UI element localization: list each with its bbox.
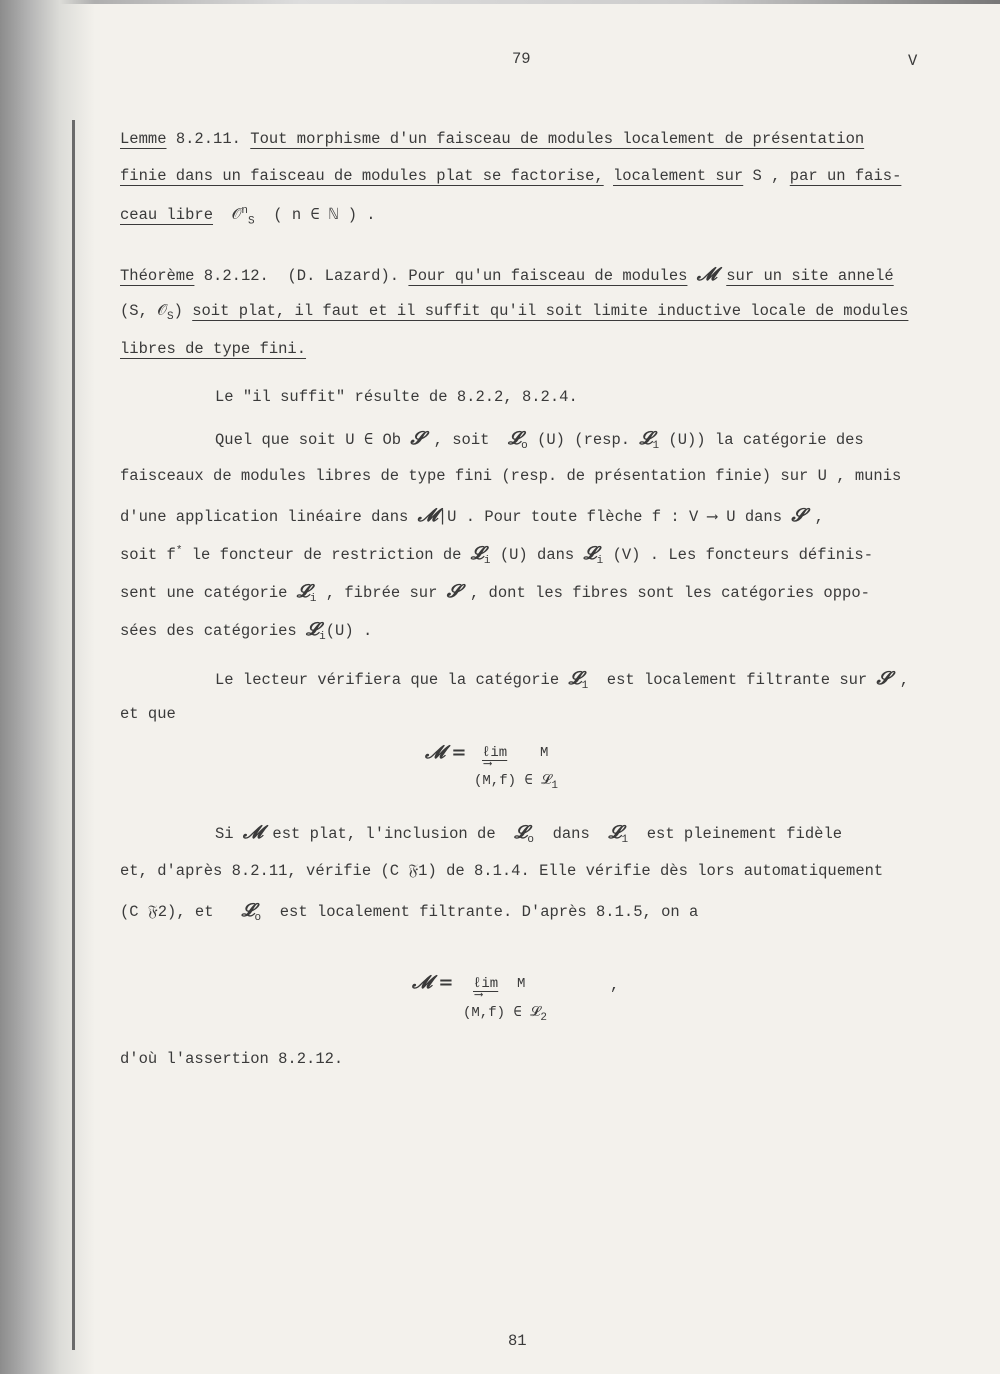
subscript-o: o [527, 834, 534, 847]
paragraph-3-line-2: et que [120, 705, 176, 723]
p2-text: , soit [433, 431, 490, 449]
p4-text: dans [552, 825, 590, 843]
theorem-text-3: libres de type fini. [120, 340, 307, 358]
theorem-line-2: (S, 𝒪$_S$) soit plat, il faut et il suffit qu'il soit limite inductive locale de modules [120, 302, 909, 324]
lemma-number: 8.2.11. [175, 130, 241, 148]
theorem-attribution: (D. Lazard). [287, 267, 400, 285]
subscript-i: i [596, 555, 604, 568]
subscript-i: i [309, 593, 317, 606]
p2-text: sent une catégorie [120, 584, 288, 602]
p3-text: est localement filtrante sur [606, 671, 868, 689]
paragraph-2-line-3: d'une application linéaire dans 𝓜|U . Pour toute flèche f : V ⟶ U dans 𝓢 , [120, 505, 824, 526]
paragraph-2-line-5 [120, 581, 870, 605]
lemma-text-2b: localement sur [613, 167, 744, 185]
paragraph-4-line-2: et, d'après 8.2.11, vérifie (C 𝔉1) de 8.1.4. Elle vérifie dès lors automatiquement [120, 862, 884, 880]
paragraph-2-line-6 [120, 619, 372, 643]
subscript-o: o [254, 912, 262, 925]
subscript-i: i [483, 555, 491, 568]
category-symbol: 𝓛 [639, 428, 653, 449]
category-symbol: 𝓛 [514, 822, 528, 843]
page-top-edge [0, 0, 1000, 4]
paragraph-4-line-3 [120, 900, 698, 924]
p4-text: est pleinement fidèle [646, 825, 843, 843]
theorem-text-1b: sur un site annelé [726, 267, 894, 285]
site-symbol: 𝓢 [446, 581, 461, 602]
formula-1-lhs-text: 𝓜 = [425, 742, 467, 763]
chapter-label: V [908, 52, 918, 70]
theorem-text-2b: soit plat, il faut et il suffit qu'il soit limite inductive locale de modules [192, 302, 909, 320]
binding-edge [72, 120, 75, 1350]
p2-text: (U) . [325, 622, 373, 640]
formula-2-lhs-text: 𝓜 = [412, 972, 454, 993]
theorem-number: 8.2.12. [203, 267, 269, 285]
category-symbol: 𝓛 [508, 428, 522, 449]
formula-2-comma: , [610, 976, 620, 994]
lemma-text-2c: S , [752, 167, 781, 185]
p2-text: Quel que soit U ∈ Ob [215, 431, 402, 449]
p4-text: Si [215, 825, 234, 843]
paragraph-2-line-1 [215, 428, 864, 452]
lemma-line-3 [120, 205, 376, 227]
formula-2-index [463, 1004, 547, 1024]
p2-text: (U) dans [499, 546, 575, 564]
formula-1-term: M [540, 745, 549, 761]
p2-text: |U . Pour toute flèche f : V ⟶ U dans [437, 508, 783, 526]
lemma-text-1: Tout morphisme d'un faisceau de modules localement de présentation [250, 130, 865, 148]
formula-1-arrow: ⟶ [484, 757, 492, 771]
p2-text: soit f [120, 546, 176, 564]
structure-sheaf-symbol: 𝒪 [157, 302, 167, 320]
page-number-top: 79 [512, 50, 531, 68]
subscript-1: 1 [652, 440, 660, 453]
paragraph-4-line-1 [215, 822, 842, 846]
p4-text: (C 𝔉2), et [120, 903, 214, 921]
subscript-1: 1 [551, 779, 559, 792]
p2-text: le foncteur de restriction de [191, 546, 462, 564]
p3-text: Le lecteur vérifiera que la catégorie [215, 671, 560, 689]
category-symbol: 𝓛 [568, 668, 582, 689]
subscript-2: 2 [540, 1011, 548, 1024]
theorem-text-1a: Pour qu'un faisceau de modules [408, 267, 688, 285]
subscript-s: S [166, 311, 174, 324]
module-symbol: 𝓜 [242, 822, 264, 843]
category-symbol: 𝓛 [583, 543, 597, 564]
paragraph-2-line-4 [120, 543, 873, 567]
module-symbol: 𝓜 [417, 505, 438, 526]
lemma-text-2d: par un fais- [789, 167, 902, 185]
formula-2-lhs [412, 972, 454, 993]
subscript-i: i [319, 631, 326, 644]
binding-shadow [0, 0, 95, 1374]
subscript-o: o [521, 440, 528, 453]
p2-text: , dont les fibres sont les catégories oppo- [469, 584, 870, 602]
exponent-n: n [241, 205, 248, 217]
site-symbol: 𝓢 [876, 668, 891, 689]
category-symbol: 𝓛 [608, 822, 622, 843]
formula-1-index [474, 772, 558, 792]
category-symbol: 𝓛 [241, 900, 255, 921]
category-symbol: 𝓛 [306, 619, 320, 640]
paragraph-1: Le "il suffit" résulte de 8.2.2, 8.2.4. [215, 388, 578, 406]
structure-sheaf-symbol: 𝒪 [231, 206, 242, 225]
category-symbol: 𝓛 [470, 543, 484, 564]
conclusion: d'où l'assertion 8.2.12. [120, 1050, 344, 1068]
p4-text: est localement filtrante. D'après 8.1.5, on a [279, 903, 699, 921]
p2-text: sées des catégories [120, 622, 297, 640]
formula-2-index-text: (M,f) ∈ 𝓛 [463, 1005, 541, 1021]
subscript-1: 1 [621, 834, 629, 847]
subscript-s: S [248, 215, 255, 228]
p2-text: (V) . Les foncteurs définis- [612, 546, 874, 564]
formula-2-arrow: ⟶ [475, 988, 483, 1002]
category-symbol: 𝓛 [296, 581, 310, 602]
formula-1-lhs [425, 742, 467, 763]
formula-1-index-text: (M,f) ∈ 𝓛 [474, 773, 552, 789]
theorem-line-3 [120, 340, 306, 358]
p4-text: est plat, l'inclusion de [272, 825, 496, 843]
lim-operator: ℓim [473, 976, 499, 992]
subscript-1: 1 [581, 680, 589, 693]
lemma-text-3b: ( n ∈ ℕ ) . [273, 206, 376, 225]
site-symbol: 𝓢 [791, 505, 806, 526]
page-number-bottom: 81 [508, 1332, 527, 1350]
lemma-text-2a: finie dans un faisceau de modules plat se factorise, [120, 167, 604, 185]
lim-operator: ℓim [482, 745, 508, 761]
site-symbol: 𝓢 [410, 428, 425, 449]
p2-text: , fibrée sur [325, 584, 438, 602]
lemma-line-2 [120, 167, 901, 185]
p2-text: (U)) la catégorie des [668, 431, 864, 449]
formula-2-term: M [517, 976, 526, 992]
lemma-label: Lemme [120, 130, 167, 148]
module-symbol: 𝓜 [696, 264, 717, 285]
theorem-label: Théorème [120, 267, 195, 285]
lemma-text-3a: ceau libre [120, 206, 214, 225]
superscript-star: * [175, 544, 183, 557]
theorem-text-2a: (S, [120, 302, 148, 320]
p2-text: (U) (resp. [537, 431, 631, 449]
theorem-line-1 [120, 264, 894, 285]
lemma-line-1 [120, 130, 864, 148]
paragraph-2-line-2: faisceaux de modules libres de type fini (resp. de présentation finie) sur U , munis [120, 467, 902, 485]
p2-text: d'une application linéaire dans [120, 508, 409, 526]
paragraph-3-line-1: Le lecteur vérifiera que la catégorie 𝓛$_1$ est localement filtrante sur 𝓢 , [215, 668, 910, 693]
